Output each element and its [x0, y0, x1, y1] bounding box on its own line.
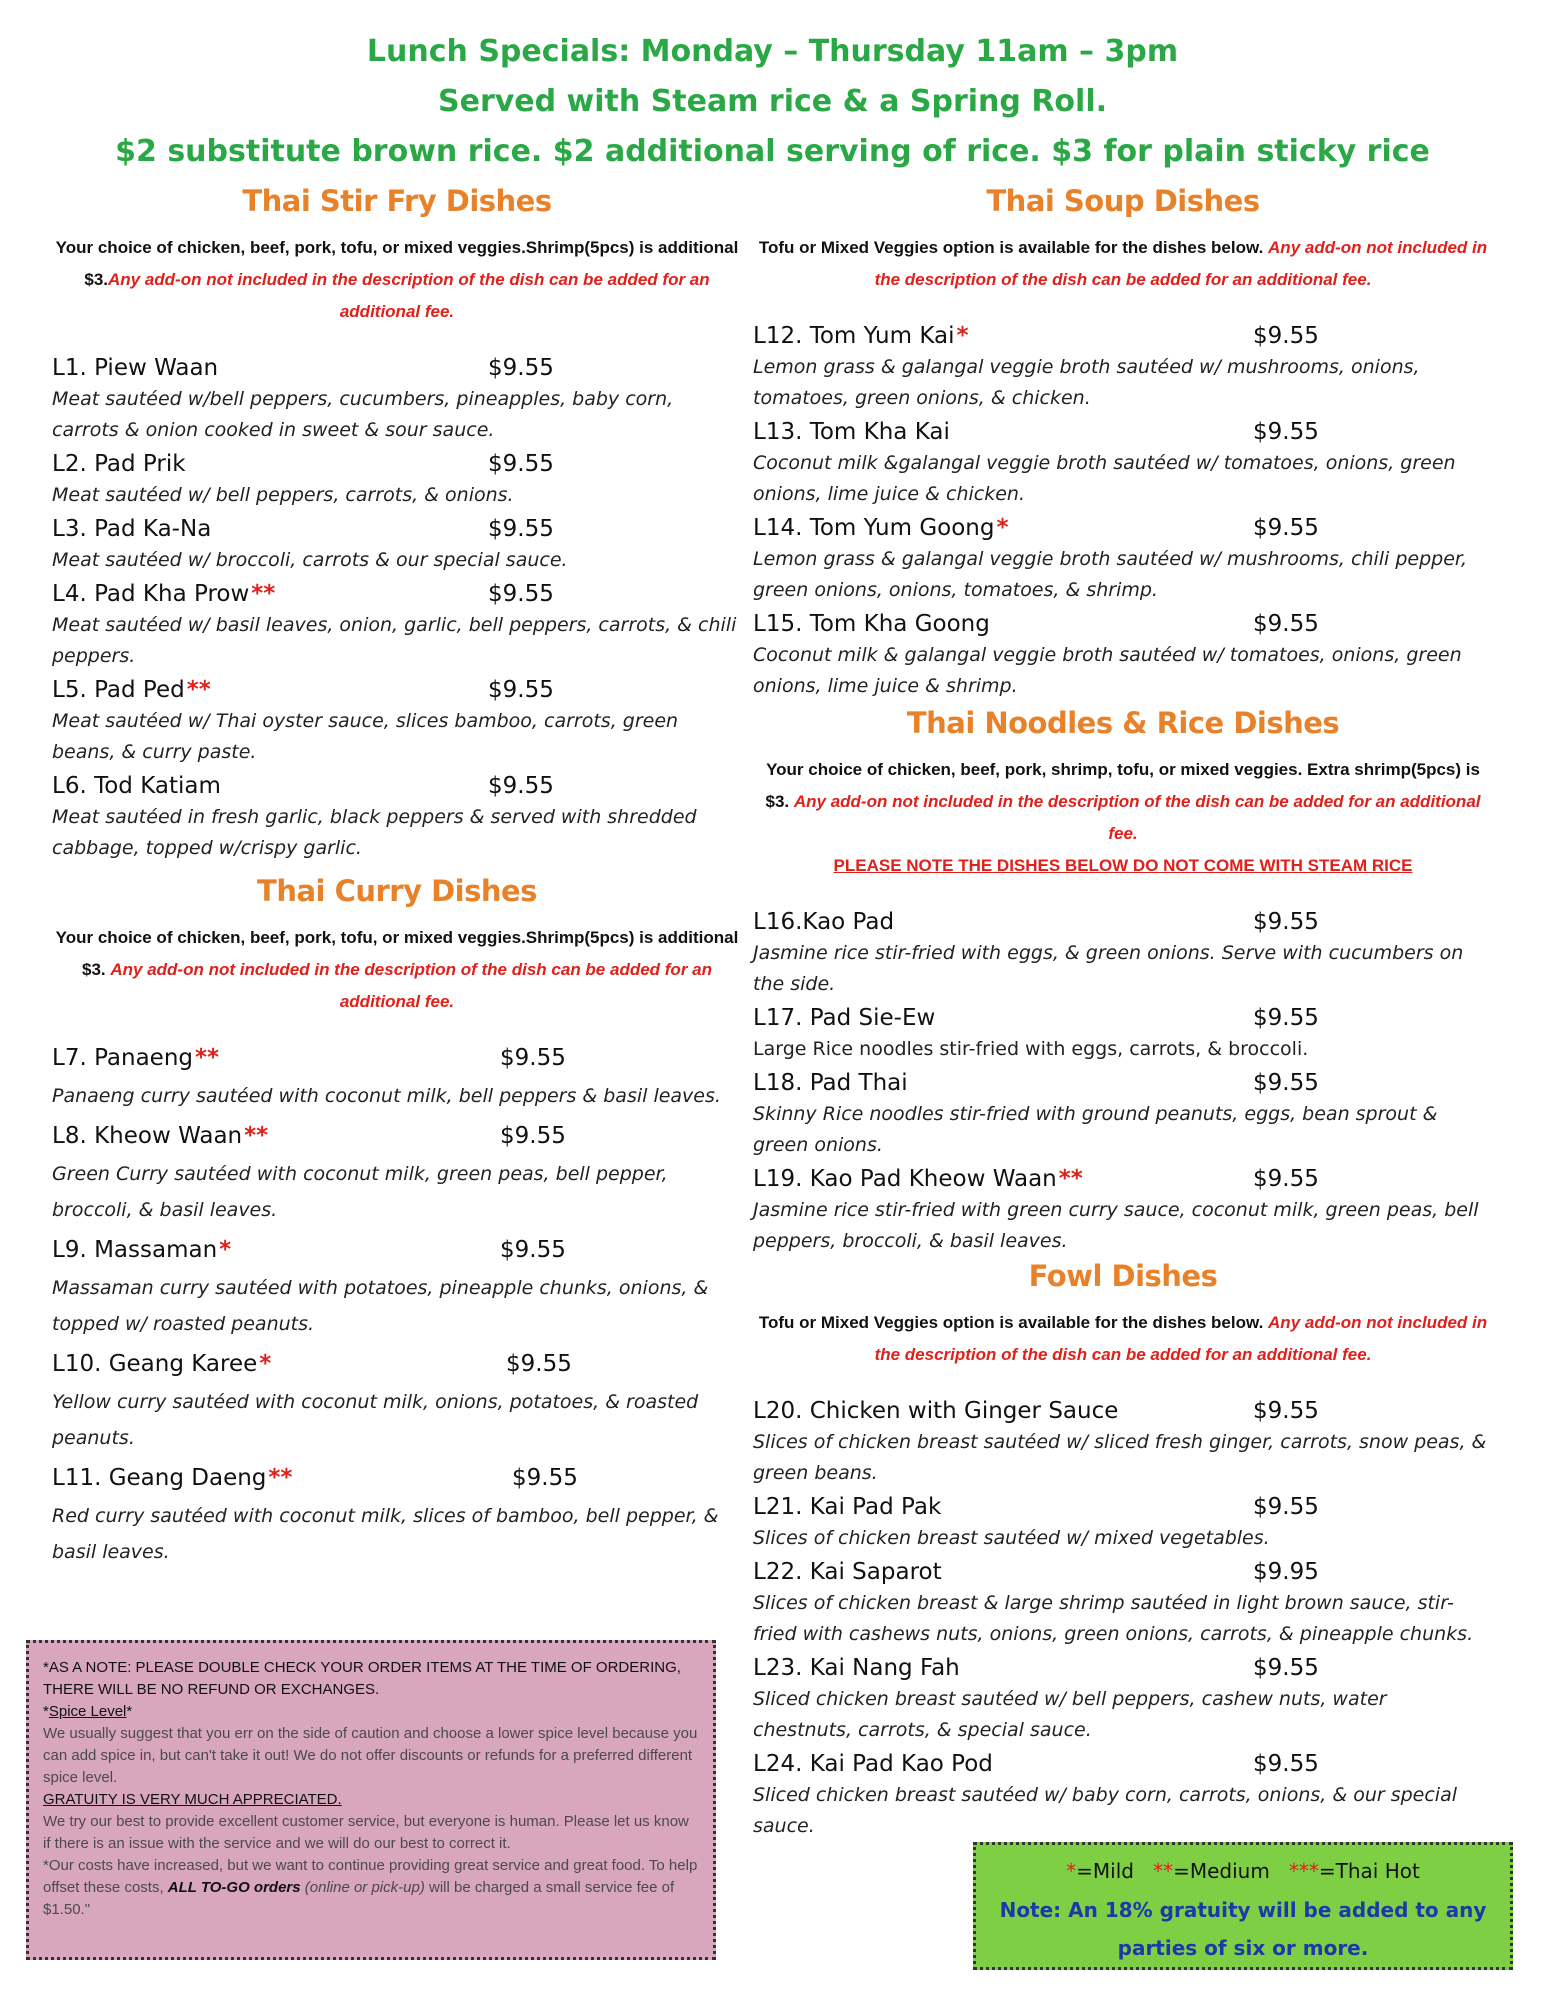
gratuity-note: Note: An 18% gratuity will be added to any parties of six or more.: [999, 1898, 1487, 1960]
menu-item: [52, 1462, 742, 1570]
menu-item-description: Panaeng curry sautéed with coconut milk, bell peppers & basil leaves.: [52, 1085, 721, 1107]
spice-level-marker: *: [996, 515, 1009, 541]
section-title: Fowl Dishes: [1028, 1259, 1218, 1293]
item-list: [753, 1395, 1493, 1842]
spice-level-marker: **: [244, 1123, 269, 1149]
section-title: Thai Soup Dishes: [986, 184, 1260, 218]
intro-text: Tofu or Mixed Veggies option is available for the dishes below.: [758, 1313, 1264, 1332]
menu-item-description: Meat sautéed in fresh garlic, black peppers & served with shredded cabbage, topped w/crispy garlic.: [52, 806, 697, 859]
menu-item: [753, 1395, 1493, 1489]
menu-item: [753, 1163, 1493, 1257]
menu-item: [753, 512, 1493, 606]
menu-item: [753, 1652, 1493, 1746]
no-refund-note: *AS A NOTE: PLEASE DOUBLE CHECK YOUR ORDER ITEMS AT THE TIME OF ORDERING, THERE WILL BE NO REFUND OR EXCHANGES.: [43, 1659, 681, 1698]
menu-item-description: Sliced chicken breast sautéed w/ baby corn, carrots, onions, & our special sauce.: [753, 1784, 1458, 1837]
menu-item-name: L21. Kai Pad Pak: [753, 1494, 942, 1520]
menu-item-header: [52, 448, 742, 480]
item-list: [753, 906, 1493, 1257]
menu-item-name: L17. Pad Sie-Ew: [753, 1005, 936, 1031]
menu-item-header: [52, 1234, 742, 1266]
spice-level-marker: **: [251, 581, 276, 607]
gratuity-heading: GRATUITY IS VERY MUCH APPRECIATED.: [43, 1791, 342, 1808]
intro-text: Your choice of chicken, beef, pork, tofu, or mixed veggies.Shrimp(5pcs) is additional $3.: [55, 928, 739, 979]
menu-item: [753, 416, 1493, 510]
section-title: Thai Stir Fry Dishes: [242, 184, 552, 218]
menu-item-description: Meat sautéed w/ broccoli, carrots & our special sauce.: [52, 549, 568, 571]
section-curry: [52, 874, 742, 1570]
menu-item-name: L13. Tom Kha Kai: [753, 419, 950, 445]
menu-item-description: Sliced chicken breast sautéed w/ bell peppers, cashew nuts, water chestnuts, carrots, & special sauce.: [753, 1688, 1387, 1741]
menu-item-description: Red curry sautéed with coconut milk, slices of bamboo, bell pepper, & basil leaves.: [52, 1505, 719, 1563]
menu-item-header: [753, 416, 1493, 448]
menu-item-name: L20. Chicken with Ginger Sauce: [753, 1398, 1119, 1424]
menu-item: [753, 1067, 1493, 1161]
menu-item-description: Jasmine rice stir-fried with eggs, & green onions. Serve with cucumbers on the side.: [753, 942, 1464, 995]
menu-item-description: Jasmine rice stir-fried with green curry sauce, coconut milk, green peas, bell peppers, broccoli, & basil leaves.: [753, 1199, 1479, 1252]
menu-item-price: $9.55: [1253, 1655, 1319, 1681]
item-list: [52, 1042, 742, 1570]
menu-item-name: L11. Geang Daeng: [52, 1465, 267, 1491]
intro-text: Your choice of chicken, beef, pork, tofu, or mixed veggies.Shrimp(5pcs) is additional $3.: [55, 238, 739, 289]
menu-item-price: $9.55: [500, 1237, 566, 1263]
intro-addon-note: Any add-on not included in the description of the dish can be added for an additional fee.: [110, 960, 712, 1011]
menu-item: [753, 1002, 1493, 1065]
menu-item-price: $9.55: [1253, 1166, 1319, 1192]
section-fowl: [753, 1259, 1493, 1842]
menu-item: [753, 1748, 1493, 1842]
menu-item-description: Yellow curry sautéed with coconut milk, onions, potatoes, & roasted peanuts.: [52, 1391, 699, 1449]
menu-item-description: Lemon grass & galangal veggie broth sautéed w/ mushrooms, onions, tomatoes, green onions, & chicken.: [753, 356, 1420, 409]
section-stir-fry: [52, 184, 742, 864]
spice-level-marker: *: [219, 1237, 232, 1263]
menu-item-price: $9.55: [488, 451, 554, 477]
notes-box: [26, 1640, 716, 1960]
menu-item-header: [753, 320, 1493, 352]
menu-item-description: Slices of chicken breast sautéed w/ mixed vegetables.: [753, 1527, 1270, 1549]
spice-level-marker: **: [268, 1465, 293, 1491]
section-title: Thai Noodles & Rice Dishes: [906, 706, 1340, 740]
menu-item-name: L6. Tod Katiam: [52, 773, 221, 799]
menu-item-header: [753, 1002, 1493, 1034]
menu-item-price: $9.55: [512, 1465, 578, 1491]
intro-text: Your choice of chicken, beef, pork, shrimp, tofu, or mixed veggies. Extra shrimp(5pcs) is $3.: [765, 760, 1480, 811]
intro-addon-note: Any add-on not included in the description of the dish can be added for an additional fee.: [108, 270, 710, 321]
menu-item-name: L10. Geang Karee: [52, 1351, 258, 1377]
spice-level-heading: *Spice Level*: [43, 1703, 133, 1720]
section-intro: [52, 922, 742, 1018]
section-intro: [753, 1307, 1493, 1371]
no-rice-warning: PLEASE NOTE THE DISHES BELOW DO NOT COME WITH STEAM RICE: [833, 856, 1413, 875]
left-column: [52, 184, 742, 1576]
legend-medium: =Medium: [1173, 1859, 1270, 1883]
menu-item-header: [52, 1462, 742, 1494]
menu-item-description: Green Curry sautéed with coconut milk, green peas, bell pepper, broccoli, & basil leaves.: [52, 1163, 668, 1221]
menu-item-name: L4. Pad Kha Prow: [52, 581, 250, 607]
menu-item-price: $9.95: [1253, 1559, 1319, 1585]
menu-item-description: Meat sautéed w/bell peppers, cucumbers, pineapples, baby corn, carrots & onion cooked in sweet & sour sauce.: [52, 388, 674, 441]
header-line-2: Served with Steam rice & a Spring Roll.: [437, 84, 1107, 119]
item-list: [52, 352, 742, 864]
legend-mild-star: *: [1066, 1859, 1077, 1883]
menu-item-name: L8. Kheow Waan: [52, 1123, 243, 1149]
menu-item-price: $9.55: [1253, 419, 1319, 445]
header-line-3: $2 substitute brown rice. $2 additional serving of rice. $3 for plain sticky rice: [115, 134, 1430, 169]
menu-item-name: L12. Tom Yum Kai: [753, 323, 955, 349]
menu-item-description: Coconut milk & galangal veggie broth sautéed w/ tomatoes, onions, green onions, lime juice & shrimp.: [753, 644, 1462, 697]
menu-item-header: [753, 608, 1493, 640]
menu-item-price: $9.55: [1253, 515, 1319, 541]
menu-item-header: [52, 770, 742, 802]
menu-item-header: [753, 1491, 1493, 1523]
menu-item-name: L7. Panaeng: [52, 1045, 193, 1071]
item-list: [753, 320, 1493, 702]
menu-item-price: $9.55: [1253, 1005, 1319, 1031]
menu-item: [52, 1120, 742, 1228]
section-noodles: [753, 706, 1493, 1257]
section-intro: [52, 232, 742, 328]
menu-item: [52, 352, 742, 446]
legend-hot: =Thai Hot: [1318, 1859, 1420, 1883]
menu-item-name: L15. Tom Kha Goong: [753, 611, 990, 637]
spice-level-text: We usually suggest that you err on the side of caution and choose a lower spice level because you can add spice in, but can't take it out! We do not offer discounts or refunds for a preferred different spice level.: [43, 1725, 698, 1786]
gratuity-text: We try our best to provide excellent customer service, but everyone is human. Please let us know if there is an issue with the service and we will do our best to correct it.: [43, 1813, 689, 1852]
spice-level-marker: **: [1058, 1166, 1083, 1192]
menu-item-price: $9.55: [1253, 1751, 1319, 1777]
menu-item: [52, 1348, 742, 1456]
menu-item: [753, 608, 1493, 702]
menu-item-price: $9.55: [1253, 611, 1319, 637]
menu-item-name: L16.Kao Pad: [753, 909, 895, 935]
menu-item-description: Meat sautéed w/ basil leaves, onion, garlic, bell peppers, carrots, & chili peppers.: [52, 614, 737, 667]
menu-item-price: $9.55: [1253, 1070, 1319, 1096]
menu-item-header: [52, 1120, 742, 1152]
menu-item-price: $9.55: [506, 1351, 572, 1377]
menu-item-description: Skinny Rice noodles stir-fried with ground peanuts, eggs, bean sprout & green onions.: [753, 1103, 1438, 1156]
menu-item-name: L14. Tom Yum Goong: [753, 515, 995, 541]
header-line-1: Lunch Specials: Monday – Thursday 11am – 3pm: [366, 34, 1179, 69]
spice-legend: *=Mild **=Medium ***=Thai Hot: [1066, 1859, 1420, 1883]
menu-item-name: L2. Pad Prik: [52, 451, 186, 477]
menu-item-header: [753, 512, 1493, 544]
menu-item-header: [753, 906, 1493, 938]
menu-item: [52, 513, 742, 576]
menu-item: [753, 1491, 1493, 1554]
menu-item-price: $9.55: [1253, 323, 1319, 349]
section-title: Thai Curry Dishes: [257, 874, 537, 908]
menu-item: [52, 770, 742, 864]
menu-item-price: $9.55: [488, 516, 554, 542]
menu-item-name: L23. Kai Nang Fah: [753, 1655, 960, 1681]
menu-item-name: L19. Kao Pad Kheow Waan: [753, 1166, 1057, 1192]
menu-item-price: $9.55: [488, 677, 554, 703]
right-column: [753, 184, 1493, 1844]
intro-addon-note: Any add-on not included in the description of the dish can be added for an additional fee.: [874, 238, 1488, 289]
menu-item: [753, 320, 1493, 414]
menu-item: [753, 1556, 1493, 1650]
menu-item-description: Coconut milk &galangal veggie broth sautéed w/ tomatoes, onions, green onions, lime juice & chicken.: [753, 452, 1456, 505]
service-fee-text: *Our costs have increased, but we want to continue providing great service and great food. To help offset these costs, ALL TO-GO orders (online or pick-up) will be charged a small service fee of $1.50.": [43, 1857, 698, 1918]
menu-item-price: $9.55: [488, 355, 554, 381]
menu-item-price: $9.55: [488, 581, 554, 607]
menu-item-header: [52, 578, 742, 610]
menu-item-header: [52, 1042, 742, 1074]
menu-item-header: [52, 352, 742, 384]
menu-item-header: [753, 1556, 1493, 1588]
menu-item-name: L5. Pad Ped: [52, 677, 185, 703]
menu-item-description: Massaman curry sautéed with potatoes, pineapple chunks, onions, & topped w/ roasted peanuts.: [52, 1277, 709, 1335]
menu-item-price: $9.55: [1253, 1398, 1319, 1424]
intro-text: Tofu or Mixed Veggies option is available for the dishes below.: [758, 238, 1264, 257]
menu-item-header: [753, 1395, 1493, 1427]
menu-item-header: [52, 1348, 742, 1380]
menu-item-name: L1. Piew Waan: [52, 355, 219, 381]
menu-item-price: $9.55: [500, 1045, 566, 1071]
menu-item: [52, 1042, 742, 1114]
spice-level-marker: **: [186, 677, 211, 703]
spice-level-marker: *: [956, 323, 969, 349]
section-intro: [753, 754, 1493, 882]
menu-item-price: $9.55: [1253, 909, 1319, 935]
menu-item: [52, 578, 742, 672]
menu-item-name: L18. Pad Thai: [753, 1070, 908, 1096]
menu-item-name: L22. Kai Saparot: [753, 1559, 942, 1585]
spice-level-marker: **: [195, 1045, 220, 1071]
section-soup: [753, 184, 1493, 702]
menu-item-header: [753, 1652, 1493, 1684]
spice-level-marker: *: [259, 1351, 272, 1377]
menu-item-name: L9. Massaman: [52, 1237, 218, 1263]
menu-item-description: Lemon grass & galangal veggie broth sautéed w/ mushrooms, chili pepper, green onions, onions, tomatoes, & shrimp.: [753, 548, 1468, 601]
section-intro: [753, 232, 1493, 296]
menu-item-description: Slices of chicken breast sautéed w/ sliced fresh ginger, carrots, snow peas, & green beans.: [753, 1431, 1487, 1484]
menu-item-price: $9.55: [1253, 1494, 1319, 1520]
menu-item-description: Large Rice noodles stir-fried with eggs, carrots, & broccoli.: [753, 1038, 1309, 1060]
menu-item-description: Meat sautéed w/ Thai oyster sauce, slices bamboo, carrots, green beans, & curry paste.: [52, 710, 679, 763]
menu-item: [52, 1234, 742, 1342]
menu-item-name: L3. Pad Ka-Na: [52, 516, 212, 542]
menu-item-description: Meat sautéed w/ bell peppers, carrots, & onions.: [52, 484, 514, 506]
menu-item-name: L24. Kai Pad Kao Pod: [753, 1751, 993, 1777]
menu-item-header: [753, 1163, 1493, 1195]
menu-item-header: [52, 513, 742, 545]
menu-item: [52, 448, 742, 511]
menu-item: [52, 674, 742, 768]
menu-item-price: $9.55: [488, 773, 554, 799]
intro-addon-note: Any add-on not included in the description of the dish can be added for an additional fee.: [874, 1313, 1488, 1364]
menu-item-price: $9.55: [500, 1123, 566, 1149]
intro-addon-note: Any add-on not included in the description of the dish can be added for an additional fee.: [793, 792, 1481, 843]
menu-item: [753, 906, 1493, 1000]
legend-mild: =Mild: [1076, 1859, 1134, 1883]
menu-item-header: [753, 1748, 1493, 1780]
menu-item-header: [753, 1067, 1493, 1099]
menu-item-header: [52, 674, 742, 706]
spice-legend-box: [973, 1842, 1513, 1970]
menu-item-description: Slices of chicken breast & large shrimp sautéed in light brown sauce, stir-fried with cashews nuts, onions, green onions, carrots, & pineapple chunks.: [753, 1592, 1474, 1645]
